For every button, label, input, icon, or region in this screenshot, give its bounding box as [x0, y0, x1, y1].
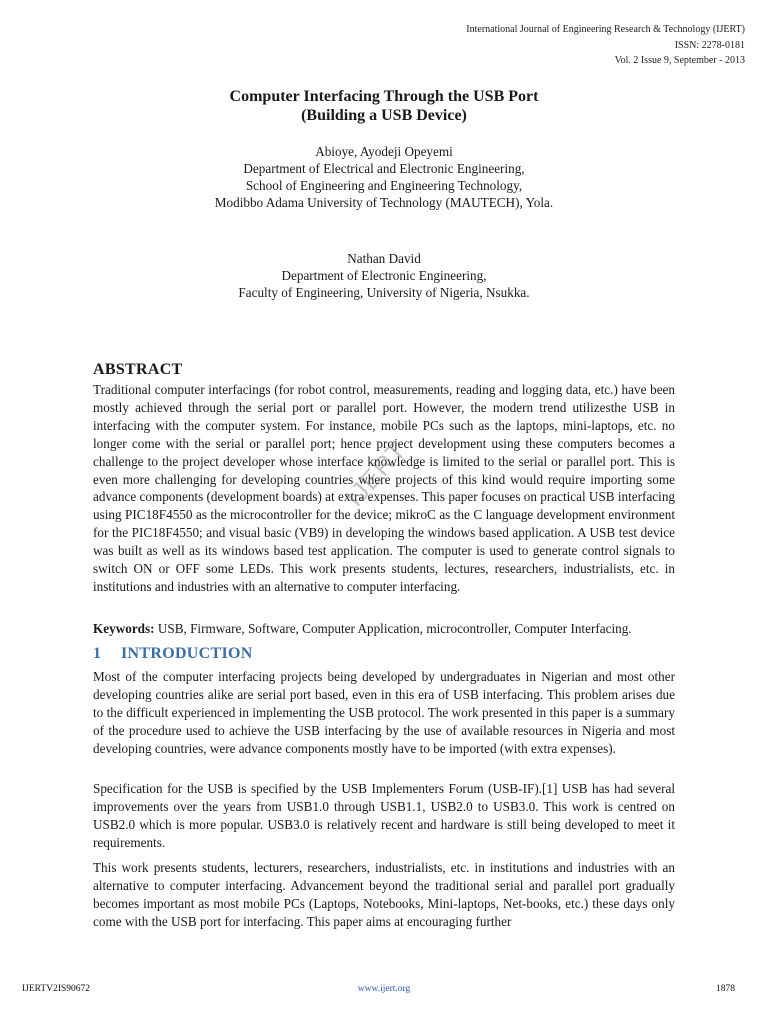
journal-name: International Journal of Engineering Research & Technology (IJERT): [466, 24, 745, 35]
author-faculty: Faculty of Engineering, University of Nigeria, Nsukka.: [238, 285, 530, 300]
keywords: [93, 620, 675, 638]
author-name: Nathan David: [347, 251, 421, 266]
footer-paper-id: IJERTV2IS90672: [22, 984, 91, 994]
footer-url-link[interactable]: www.ijert.org: [357, 984, 411, 994]
author-department: Department of Electronic Engineering,: [281, 268, 487, 283]
intro-paragraph-2: Specification for the USB is specified by the USB Implementers Forum (USB-IF).[1] USB has had several improvements over the years from USB1.0 through USB1.1, USB2.0 to USB3.0. This work is centred on USB2.0 which is more popular. USB3.0 is relatively recent and hardware is still being developed to meet it requirements.: [93, 781, 675, 850]
watermark: IJERT: [339, 434, 413, 513]
title-line-1: Computer Interfacing Through the USB Port: [229, 88, 539, 105]
section-number: 1: [93, 645, 102, 662]
keywords-label: Keywords:: [93, 621, 155, 636]
keywords-text: USB, Firmware, Software, Computer Application, microcontroller, Computer Interfacing.: [154, 621, 632, 636]
author-school: School of Engineering and Engineering Technology,: [245, 178, 523, 193]
author-name: Abioye, Ayodeji Opeyemi: [315, 144, 453, 159]
author-university: Modibbo Adama University of Technology (MAUTECH), Yola.: [214, 195, 554, 210]
journal-volume: Vol. 2 Issue 9, September - 2013: [614, 55, 745, 66]
journal-issn: ISSN: 2278-0181: [674, 39, 745, 51]
author-block-1: [0, 143, 768, 211]
paper-title: [0, 87, 768, 125]
author-department: Department of Electrical and Electronic Engineering,: [243, 161, 525, 176]
author-block-2: [0, 250, 768, 301]
footer-page-number: 1878: [716, 984, 735, 994]
abstract-heading: ABSTRACT: [93, 361, 183, 378]
introduction-heading: [93, 645, 253, 663]
intro-paragraph-1: Most of the computer interfacing projects being developed by undergraduates in Nigerian and most other developing countries alike are serial port based, even in this era of USB interfacing. This problem arises due to the difficult experienced in implementing the USB protocol. The work presented in this paper is a summary of the procedure used to achieve the USB interfacing by the use of available resources in Nigeria and most developing countries, were advance components mostly have to be imported (with extra expenses).: [93, 669, 675, 756]
section-title: INTRODUCTION: [121, 645, 253, 662]
abstract-text: Traditional computer interfacings (for robot control, measurements, reading and logging data, etc.) have been mostly achieved through the serial port or parallel port. However, the modern trend utilizesthe USB in interfacing with the computer system. For instance, mobile PCs such as the laptops, mini-laptops, etc. no longer come with the serial or parallel port; hence project development using these computers becomes a challenge to the project developer whose interface knowledge is limited to the serial or parallel port. This is even more challenging for developing countries where projects of this kind would require importing some advance components (development boards) at extra expenses. This paper focuses on practical USB interfacing using PIC18F4550 as the microcontroller for the device; mikroC as the C language development environment for the PIC18F4550; and visual basic (VB9) in developing the windows based application. A USB test device was built as well as its windows based test application. The computer is used to generate control signals to switch ON or OFF some LEDs. This work presents students, lectures, researchers, industrialists, etc. in institutions and industries with an alternative to computer interfacing.: [93, 382, 676, 594]
journal-header: [466, 22, 745, 69]
intro-paragraph-3: This work presents students, lecturers, researchers, industrialists, etc. in institutions and industries with an alternative to computer interfacing. Advancement beyond the traditional serial and parallel port gradually becomes important as most mobile PCs (Laptops, Notebooks, Mini-laptops, Net-books, etc.) these days only come with the USB port for interfacing. This paper aims at encouraging further: [93, 860, 675, 929]
title-line-2: (Building a USB Device): [301, 107, 467, 124]
